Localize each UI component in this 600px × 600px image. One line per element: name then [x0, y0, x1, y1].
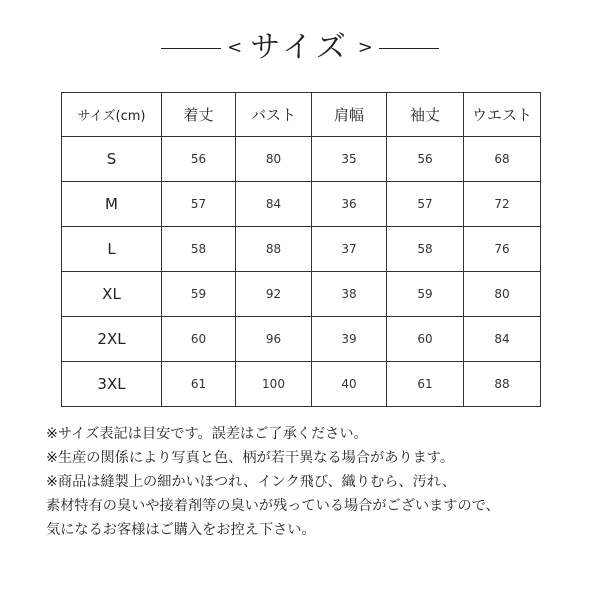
cell-bust: 92 — [236, 272, 312, 317]
size-label: 3XL — [62, 362, 162, 407]
cell-bust: 96 — [236, 317, 312, 362]
cell-waist: 68 — [464, 137, 541, 182]
size-label: M — [62, 182, 162, 227]
title-line-left — [161, 48, 221, 49]
size-table — [61, 92, 541, 407]
table-row — [62, 182, 541, 227]
cell-length: 59 — [162, 272, 236, 317]
cell-length: 61 — [162, 362, 236, 407]
cell-waist: 76 — [464, 227, 541, 272]
size-label: 2XL — [62, 317, 162, 362]
cell-bust: 84 — [236, 182, 312, 227]
note-line: ※生産の関係により写真と色、柄が若干異なる場合があります。 — [46, 450, 455, 466]
size-label: S — [62, 137, 162, 182]
cell-shoulder: 35 — [312, 137, 387, 182]
header-shoulder: 肩幅 — [312, 93, 387, 137]
title-text: サイズ — [250, 30, 350, 65]
cell-waist: 80 — [464, 272, 541, 317]
table-row — [62, 227, 541, 272]
cell-length: 57 — [162, 182, 236, 227]
cell-bust: 88 — [236, 227, 312, 272]
cell-sleeve: 58 — [387, 227, 464, 272]
cell-waist: 72 — [464, 182, 541, 227]
cell-sleeve: 59 — [387, 272, 464, 317]
cell-shoulder: 38 — [312, 272, 387, 317]
title-line-right — [379, 48, 439, 49]
note-line: ※サイズ表記は目安です。誤差はご了承ください。 — [46, 426, 368, 442]
cell-waist: 84 — [464, 317, 541, 362]
cell-length: 60 — [162, 317, 236, 362]
cell-sleeve: 61 — [387, 362, 464, 407]
note-line: ※商品は縫製上の細かいほつれ、インク飛び、織りむら、汚れ、 — [46, 474, 456, 490]
header-waist: ウエスト — [464, 93, 541, 137]
cell-shoulder: 37 — [312, 227, 387, 272]
table-row — [62, 317, 541, 362]
title-bracket-left: < — [227, 37, 243, 58]
notes — [46, 422, 566, 542]
cell-sleeve: 60 — [387, 317, 464, 362]
header-sleeve: 袖丈 — [387, 93, 464, 137]
size-label: XL — [62, 272, 162, 317]
cell-length: 56 — [162, 137, 236, 182]
table-row — [62, 137, 541, 182]
size-label: L — [62, 227, 162, 272]
table-row — [62, 362, 541, 407]
page-title — [0, 26, 600, 70]
note-line: 素材特有の臭いや接着剤等の臭いが残っている場合がございますので、 — [46, 498, 500, 514]
header-bust: バスト — [236, 93, 312, 137]
cell-length: 58 — [162, 227, 236, 272]
table-row — [62, 272, 541, 317]
cell-sleeve: 56 — [387, 137, 464, 182]
cell-shoulder: 39 — [312, 317, 387, 362]
table-header-row — [62, 93, 541, 137]
cell-sleeve: 57 — [387, 182, 464, 227]
header-length: 着丈 — [162, 93, 236, 137]
cell-shoulder: 40 — [312, 362, 387, 407]
cell-bust: 80 — [236, 137, 312, 182]
title-bracket-right: > — [357, 37, 373, 58]
cell-waist: 88 — [464, 362, 541, 407]
cell-shoulder: 36 — [312, 182, 387, 227]
note-line: 気になるお客様はご購入をお控え下さい。 — [46, 522, 316, 538]
cell-bust: 100 — [236, 362, 312, 407]
header-size: サイズ(cm) — [62, 93, 162, 137]
